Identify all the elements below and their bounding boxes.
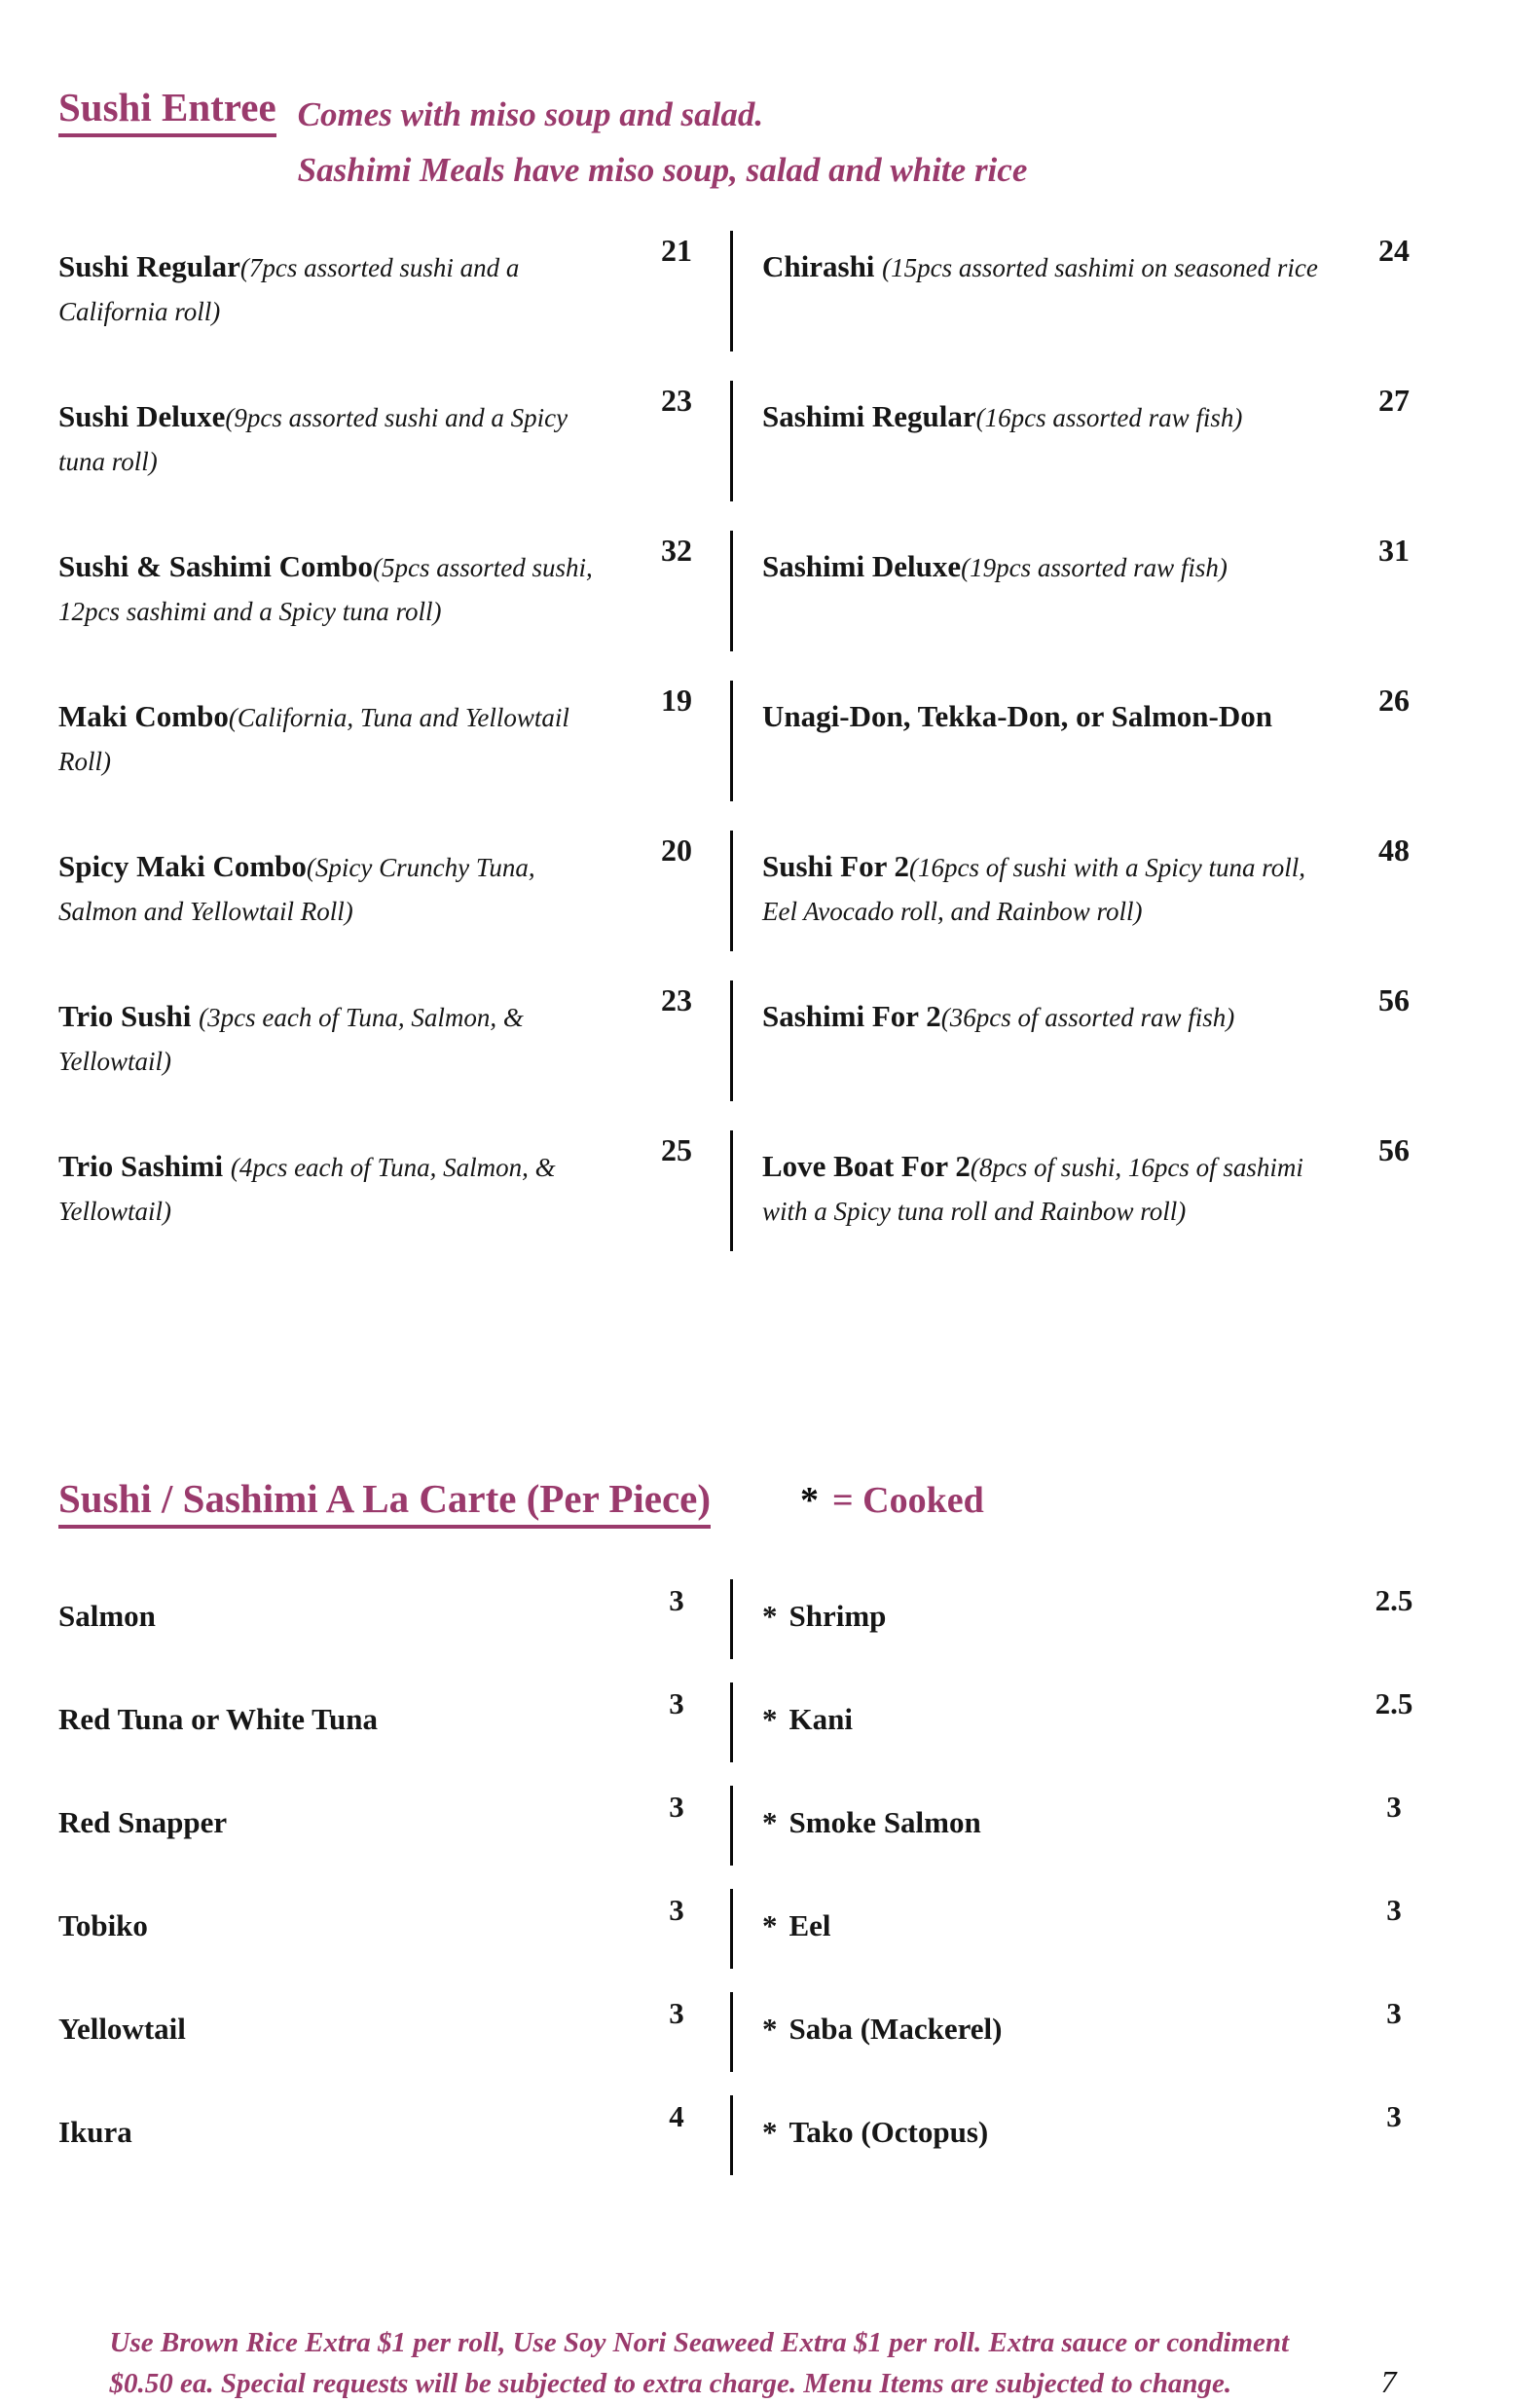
section-subtitle <box>298 86 1028 198</box>
alacarte-item-ikura <box>58 2095 730 2175</box>
alacarte-item-shrimp <box>730 1579 1448 1659</box>
menu-item-sushi-for-2 <box>730 831 1448 951</box>
item-name: Unagi-Don, Tekka-Don, or Salmon-Don <box>762 699 1272 734</box>
menu-row <box>58 980 1448 1101</box>
item-text <box>58 696 623 786</box>
asterisk-icon: * <box>762 1702 778 1737</box>
section-title-sushi-entree: Sushi Entree <box>58 86 276 137</box>
alacarte-item-tobiko <box>58 1889 730 1969</box>
item-name: Smoke Salmon <box>788 1805 981 1840</box>
item-description: (19pcs assorted raw fish) <box>961 553 1228 583</box>
item-price: 3 <box>1386 1790 1402 1825</box>
item-price: 23 <box>661 383 692 419</box>
item-price: 31 <box>1378 533 1410 569</box>
item-name: Chirashi <box>762 249 883 284</box>
item-name: Sashimi Deluxe <box>762 549 962 584</box>
item-name: Tako (Octopus) <box>788 2115 989 2150</box>
subtitle-line-1: Comes with miso soup and salad. <box>297 95 764 133</box>
item-description: (4pcs each of Tuna, Salmon, & Yellowtail) <box>58 1153 556 1227</box>
alacarte-item-tako <box>730 2095 1448 2175</box>
item-price: 56 <box>1378 982 1410 1018</box>
item-text <box>58 1904 623 1953</box>
item-description: (16pcs assorted raw fish) <box>975 403 1243 433</box>
item-price: 19 <box>661 683 692 719</box>
item-name: Ikura <box>58 2115 132 2150</box>
asterisk-icon: * <box>762 1599 778 1634</box>
item-name: Shrimp <box>788 1599 887 1634</box>
item-price: 48 <box>1378 832 1410 869</box>
item-name: Sushi For 2 <box>762 849 910 884</box>
item-text <box>58 996 623 1086</box>
subtitle-line-2: Sashimi Meals have miso soup, salad and white rice <box>297 150 1028 189</box>
menu-item-sashimi-regular <box>730 381 1448 501</box>
footer-note <box>110 2323 1397 2403</box>
alacarte-header <box>58 1477 1448 1529</box>
menu-item-sashimi-for-2 <box>730 980 1448 1101</box>
menu-row <box>58 1889 1448 1969</box>
menu-item-trio-sashimi <box>58 1130 730 1251</box>
item-price: 25 <box>661 1132 692 1168</box>
item-text <box>762 1801 1340 1850</box>
item-text <box>762 546 1340 592</box>
menu-item-sushi-deluxe <box>58 381 730 501</box>
item-text <box>762 2008 1340 2056</box>
menu-item-maki-combo <box>58 681 730 801</box>
item-price: 32 <box>661 533 692 569</box>
item-name: Trio Sushi <box>58 999 200 1034</box>
item-price: 20 <box>661 832 692 869</box>
menu-item-sushi-sashimi-combo <box>58 531 730 651</box>
asterisk-icon: * <box>762 1908 778 1943</box>
item-price: 26 <box>1378 683 1410 719</box>
item-text <box>58 546 623 636</box>
menu-item-love-boat-for-2 <box>730 1130 1448 1251</box>
item-name: Sashimi Regular <box>762 399 976 434</box>
item-text <box>58 396 623 486</box>
item-price: 24 <box>1378 233 1410 269</box>
menu-row <box>58 1682 1448 1762</box>
item-name: Red Tuna or White Tuna <box>58 1702 378 1737</box>
item-name: Spicy Maki Combo <box>58 849 307 884</box>
footer-line-2: $0.50 ea. Special requests will be subjected to extra charge. Menu Items are subjected to change. <box>109 2368 1232 2400</box>
alacarte-item-saba <box>730 1992 1448 2072</box>
item-text <box>58 1146 623 1236</box>
item-text <box>58 1801 623 1850</box>
menu-item-unagi-tekka-salmon-don <box>730 681 1448 801</box>
item-text <box>58 2111 623 2160</box>
item-description: (16pcs of sushi with a Spicy tuna roll, Eel Avocado roll, and Rainbow roll) <box>762 853 1306 927</box>
alacarte-item-red-snapper <box>58 1786 730 1866</box>
item-price: 3 <box>669 1790 684 1825</box>
item-price: 27 <box>1378 383 1410 419</box>
menu-row <box>58 1786 1448 1866</box>
menu-row <box>58 1992 1448 2072</box>
item-name: Sushi Regular <box>58 249 240 284</box>
item-name: Sushi Deluxe <box>58 399 226 434</box>
menu-item-spicy-maki-combo <box>58 831 730 951</box>
item-name: Yellowtail <box>58 2012 186 2047</box>
item-price: 4 <box>669 2099 684 2134</box>
item-text <box>58 1595 623 1644</box>
item-text <box>762 1698 1340 1747</box>
legend-text: = Cooked <box>832 1480 984 1522</box>
page-number: 7 <box>1380 2364 1397 2400</box>
item-text <box>762 1595 1340 1644</box>
alacarte-item-yellowtail <box>58 1992 730 2072</box>
item-text <box>58 846 623 936</box>
alacarte-item-red-tuna-white-tuna <box>58 1682 730 1762</box>
item-name: Trio Sashimi <box>58 1149 231 1184</box>
item-description: (15pcs assorted sashimi on seasoned rice <box>882 253 1318 283</box>
menu-item-trio-sushi <box>58 980 730 1101</box>
menu-item-sushi-regular <box>58 231 730 351</box>
menu-row <box>58 831 1448 951</box>
item-price: 3 <box>669 1893 684 1928</box>
item-price: 2.5 <box>1375 1686 1413 1721</box>
item-name: Eel <box>788 1908 831 1943</box>
item-price: 3 <box>669 1583 684 1618</box>
item-text <box>58 246 623 336</box>
item-price: 3 <box>1386 1996 1402 2031</box>
menu-row <box>58 1579 1448 1659</box>
asterisk-icon: * <box>800 1480 820 1522</box>
menu-row <box>58 2095 1448 2175</box>
item-description: (Spicy Crunchy Tuna, Salmon and Yellowtail Roll) <box>58 853 535 927</box>
item-name: Love Boat For 2 <box>762 1149 971 1184</box>
item-description: (5pcs assorted sushi, 12pcs sashimi and a Spicy tuna roll) <box>58 553 593 627</box>
cooked-legend <box>800 1479 984 1522</box>
item-price: 3 <box>669 1996 684 2031</box>
item-name: Sashimi For 2 <box>762 999 941 1034</box>
asterisk-icon: * <box>762 1805 778 1840</box>
item-name: Kani <box>788 1702 853 1737</box>
menu-item-sashimi-deluxe <box>730 531 1448 651</box>
item-name: Maki Combo <box>58 699 229 734</box>
item-name: Tobiko <box>58 1908 148 1943</box>
menu-row <box>58 681 1448 801</box>
item-description: (9pcs assorted sushi and a Spicy tuna roll) <box>58 403 568 477</box>
item-price: 2.5 <box>1375 1583 1413 1618</box>
item-name: Salmon <box>58 1599 156 1634</box>
item-name: Red Snapper <box>58 1805 228 1840</box>
alacarte-items <box>58 1579 1448 2175</box>
footer-line-1: Use Brown Rice Extra $1 per roll, Use Soy Nori Seaweed Extra $1 per roll. Extra sauce or condiment <box>109 2327 1290 2359</box>
section-title-alacarte: Sushi / Sashimi A La Carte (Per Piece) <box>58 1477 711 1529</box>
item-text <box>762 696 1340 742</box>
item-description: (California, Tuna and Yellowtail Roll) <box>58 703 569 777</box>
item-name: Sushi & Sashimi Combo <box>58 549 374 584</box>
asterisk-icon: * <box>762 2012 778 2047</box>
alacarte-item-salmon <box>58 1579 730 1659</box>
alacarte-item-smoke-salmon <box>730 1786 1448 1866</box>
item-description: (7pcs assorted sushi and a California roll) <box>58 253 520 327</box>
item-text <box>762 396 1340 442</box>
menu-row <box>58 531 1448 651</box>
item-text <box>762 1904 1340 1953</box>
item-text <box>58 1698 623 1747</box>
item-name: Saba (Mackerel) <box>788 2012 1003 2047</box>
item-description: (8pcs of sushi, 16pcs of sashimi with a Spicy tuna roll and Rainbow roll) <box>762 1153 1303 1227</box>
item-price: 3 <box>1386 2099 1402 2134</box>
item-text <box>762 246 1340 292</box>
alacarte-item-kani <box>730 1682 1448 1762</box>
item-text <box>58 2008 623 2056</box>
sushi-entree-header <box>58 86 1448 198</box>
item-text <box>762 846 1340 936</box>
menu-row <box>58 381 1448 501</box>
item-text <box>762 996 1340 1042</box>
menu-row <box>58 231 1448 351</box>
alacarte-item-eel <box>730 1889 1448 1969</box>
sushi-entree-items <box>58 231 1448 1251</box>
menu-item-chirashi <box>730 231 1448 351</box>
item-price: 3 <box>669 1686 684 1721</box>
item-description: (3pcs each of Tuna, Salmon, & Yellowtail) <box>58 1003 524 1077</box>
item-text <box>762 2111 1340 2160</box>
item-price: 23 <box>661 982 692 1018</box>
item-price: 3 <box>1386 1893 1402 1928</box>
footer-line-2-row <box>110 2362 1397 2403</box>
asterisk-icon: * <box>762 2115 778 2150</box>
item-price: 56 <box>1378 1132 1410 1168</box>
item-price: 21 <box>661 233 692 269</box>
item-description: (36pcs of assorted raw fish) <box>940 1003 1235 1033</box>
menu-row <box>58 1130 1448 1251</box>
item-text <box>762 1146 1340 1236</box>
